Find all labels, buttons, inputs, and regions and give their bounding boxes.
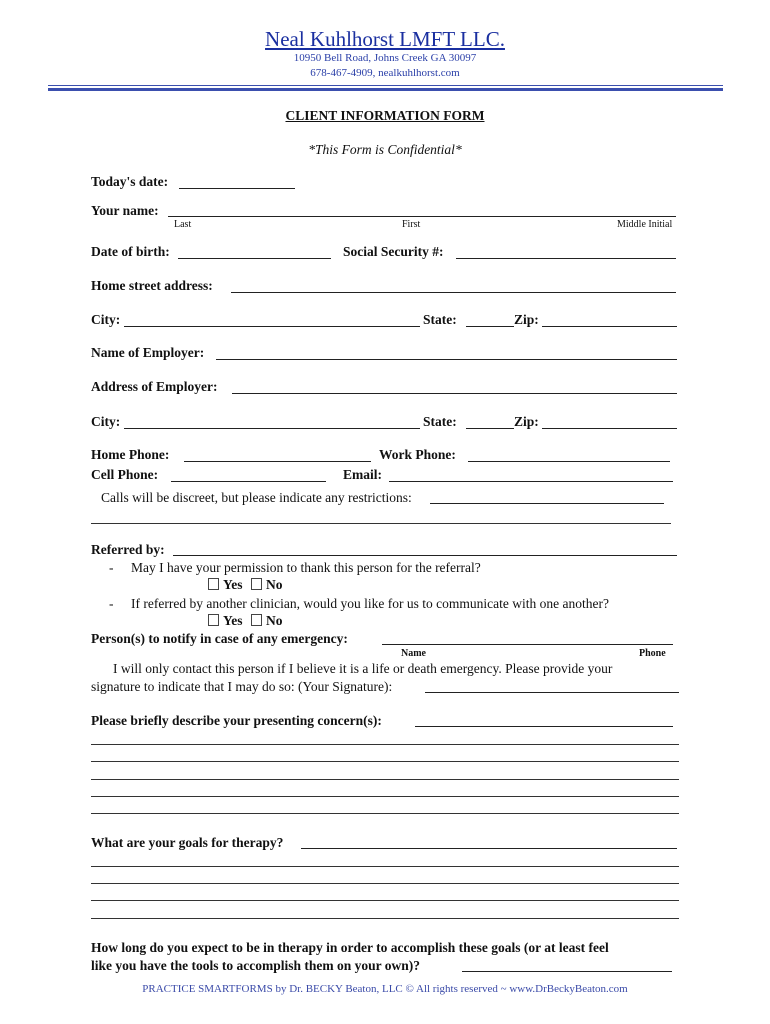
- permission-no[interactable]: [251, 577, 283, 593]
- clinician-no[interactable]: [251, 613, 283, 629]
- practice-name: Neal Kuhlhorst LMFT LLC.: [265, 27, 505, 51]
- employer-city-label: City:: [91, 414, 121, 429]
- calls-restrictions-label: Calls will be discreet, but please indicate any restrictions:: [101, 490, 412, 505]
- ssn-field[interactable]: [456, 246, 676, 259]
- home-phone-field[interactable]: [184, 449, 371, 462]
- employer-name-label: Name of Employer:: [91, 345, 205, 360]
- employer-address-label: Address of Employer:: [91, 379, 218, 394]
- goals-line-3[interactable]: [91, 883, 679, 884]
- dash-2: -: [109, 596, 114, 611]
- permission-no-checkbox[interactable]: [251, 578, 262, 590]
- name-middle-caption: Middle Initial: [617, 219, 673, 230]
- clinician-yes[interactable]: [208, 613, 243, 629]
- todays-date-field[interactable]: [179, 176, 295, 189]
- permission-question: May I have your permission to thank this person for the referral?: [131, 560, 481, 575]
- employer-zip-field[interactable]: [542, 416, 677, 429]
- practice-contact: 678-467-4909, nealkuhlhorst.com: [310, 67, 460, 79]
- concerns-line-4[interactable]: [91, 779, 679, 780]
- footer-credit: PRACTICE SMARTFORMS by Dr. BECKY Beaton, LLC © All rights reserved ~ www.DrBeckyBeaton.com: [142, 983, 628, 995]
- calls-restrictions-field[interactable]: [430, 491, 664, 504]
- practice-address: 10950 Bell Road, Johns Creek GA 30097: [293, 52, 477, 64]
- goals-line-4[interactable]: [91, 900, 679, 901]
- goals-field[interactable]: [301, 836, 677, 849]
- how-long-field[interactable]: [462, 959, 672, 972]
- state-label: State:: [423, 312, 457, 327]
- zip-field[interactable]: [542, 314, 677, 327]
- city-field[interactable]: [124, 314, 420, 327]
- employer-zip-label: Zip:: [514, 414, 539, 429]
- goals-label: What are your goals for therapy?: [91, 835, 284, 850]
- goals-line-2[interactable]: [91, 866, 679, 867]
- permission-no-label: No: [266, 577, 283, 592]
- emergency-label: Person(s) to notify in case of any emergency:: [91, 631, 348, 646]
- clinician-question: If referred by another clinician, would you like for us to communicate with one another?: [131, 596, 609, 611]
- concerns-line-6[interactable]: [91, 813, 679, 814]
- ssn-label: Social Security #:: [343, 244, 444, 259]
- home-street-label: Home street address:: [91, 278, 213, 293]
- cell-phone-field[interactable]: [171, 469, 326, 482]
- home-street-field[interactable]: [231, 280, 676, 293]
- work-phone-label: Work Phone:: [379, 447, 456, 462]
- emergency-name-caption: Name: [401, 648, 426, 659]
- permission-yes[interactable]: [208, 577, 243, 593]
- concerns-line-3[interactable]: [91, 761, 679, 762]
- emergency-phone-caption: Phone: [639, 648, 666, 659]
- concerns-field[interactable]: [415, 714, 673, 727]
- your-name-field[interactable]: [168, 204, 676, 217]
- header-rule-thick: [48, 88, 723, 91]
- goals-line-5[interactable]: [91, 918, 679, 919]
- clinician-no-label: No: [266, 613, 283, 628]
- your-name-label: Your name:: [91, 203, 159, 218]
- referred-by-field[interactable]: [173, 543, 677, 556]
- dob-label: Date of birth:: [91, 244, 170, 259]
- signature-field[interactable]: [425, 680, 679, 693]
- form-title: CLIENT INFORMATION FORM: [285, 108, 485, 123]
- work-phone-field[interactable]: [468, 449, 670, 462]
- header-rule-thin: [48, 85, 723, 86]
- calls-restrictions-line-2[interactable]: [91, 523, 671, 524]
- concerns-line-2[interactable]: [91, 744, 679, 745]
- contact-note-line2: signature to indicate that I may do so: (Your Signature):: [91, 679, 393, 694]
- how-long-line1: How long do you expect to be in therapy in order to accomplish these goals (or at least feel: [91, 940, 609, 955]
- employer-state-field[interactable]: [466, 416, 514, 429]
- name-first-caption: First: [402, 219, 421, 230]
- clinician-no-checkbox[interactable]: [251, 614, 262, 626]
- dob-field[interactable]: [178, 246, 331, 259]
- zip-label: Zip:: [514, 312, 539, 327]
- concerns-line-5[interactable]: [91, 796, 679, 797]
- clinician-yes-label: Yes: [223, 613, 243, 628]
- concerns-label: Please briefly describe your presenting concern(s):: [91, 713, 382, 728]
- confidential-note: *This Form is Confidential*: [308, 142, 462, 157]
- employer-address-field[interactable]: [232, 381, 677, 394]
- todays-date-label: Today's date:: [91, 174, 169, 189]
- emergency-field[interactable]: [382, 632, 673, 645]
- state-field[interactable]: [466, 314, 514, 327]
- dash-1: -: [109, 560, 114, 575]
- email-label: Email:: [343, 467, 382, 482]
- employer-name-field[interactable]: [216, 347, 677, 360]
- permission-yes-label: Yes: [223, 577, 243, 592]
- clinician-yes-checkbox[interactable]: [208, 614, 219, 626]
- how-long-line2: like you have the tools to accomplish them on your own)?: [91, 958, 421, 973]
- name-last-caption: Last: [174, 219, 192, 230]
- contact-note-line1: I will only contact this person if I believe it is a life or death emergency. Please provide your: [113, 661, 613, 676]
- employer-city-field[interactable]: [124, 416, 420, 429]
- email-field[interactable]: [389, 469, 673, 482]
- employer-state-label: State:: [423, 414, 457, 429]
- cell-phone-label: Cell Phone:: [91, 467, 159, 482]
- home-phone-label: Home Phone:: [91, 447, 170, 462]
- permission-yes-checkbox[interactable]: [208, 578, 219, 590]
- referred-by-label: Referred by:: [91, 542, 165, 557]
- city-label: City:: [91, 312, 121, 327]
